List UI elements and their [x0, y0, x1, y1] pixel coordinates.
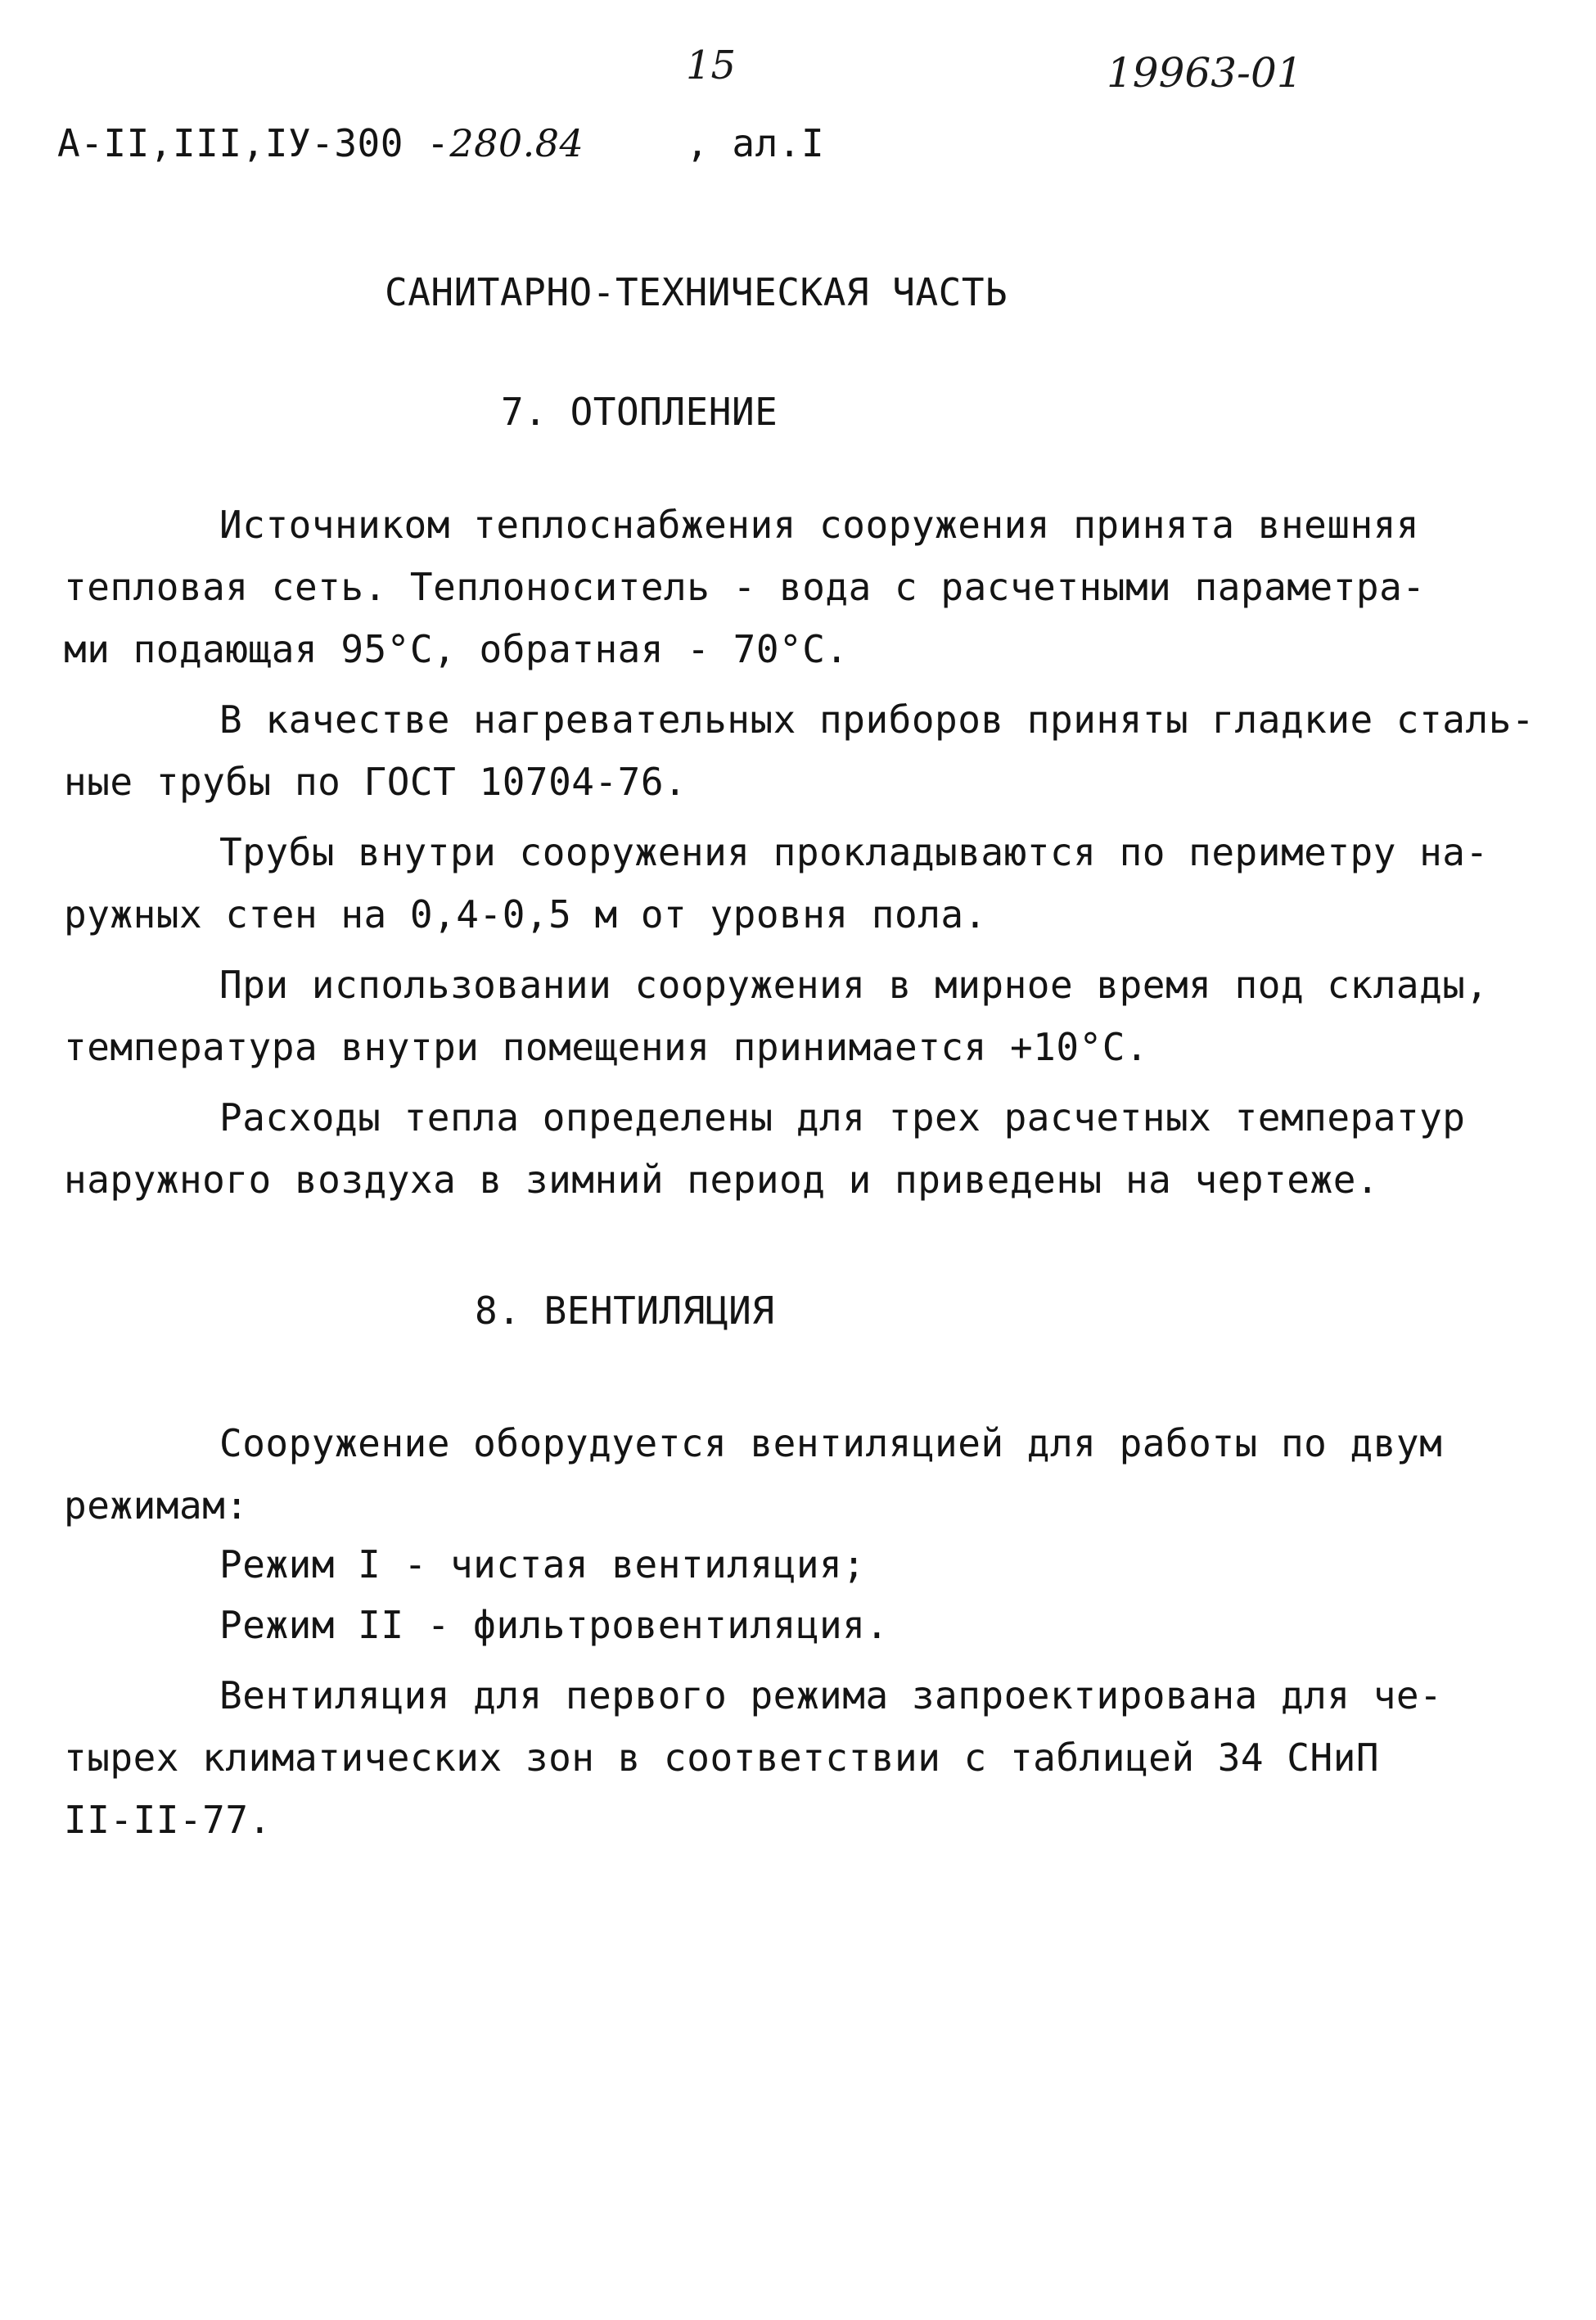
section-8-line: II-II-77. — [64, 1798, 272, 1842]
section-8-line: Режим II - фильтровентиляция. — [219, 1603, 889, 1647]
section-7-line: ные трубы по ГОСТ 10704-76. — [64, 760, 688, 804]
document-code — [57, 121, 584, 165]
section-7-line: температура внутри помещения принимается +10°С. — [64, 1025, 1149, 1069]
section-7-line: В качестве нагревательных приборов приняты гладкие сталь- — [219, 697, 1535, 742]
page-number: 15 — [686, 43, 737, 88]
document-code-handwritten: 280.84 — [449, 121, 584, 165]
section-7-line: ми подающая 95°С, обратная - 70°С. — [64, 627, 849, 671]
section-7-title: 7. ОТОПЛЕНИЕ — [501, 390, 778, 434]
section-8-line: Вентиляция для первого режима запроектирована для че- — [219, 1673, 1443, 1717]
section-7-line: Источником теплоснабжения сооружения принята внешняя — [219, 503, 1420, 547]
section-8-line: тырех климатических зон в соответствии с таблицей 34 СНиП — [64, 1735, 1380, 1780]
part-title: САНИТАРНО-ТЕХНИЧЕСКАЯ ЧАСТЬ — [385, 270, 1008, 314]
section-7-line: ружных стен на 0,4-0,5 м от уровня пола. — [64, 892, 987, 937]
document-number: 19963-01 — [1107, 49, 1303, 97]
section-7-line: Расходы тепла определены для трех расчетных температур — [219, 1095, 1466, 1140]
section-7-line: тепловая сеть. Теплоноситель - вода с расчетными параметра- — [64, 565, 1426, 609]
section-7-line: При использовании сооружения в мирное время под склады, — [219, 963, 1489, 1007]
section-8-line: Сооружение оборудуется вентиляцией для работы по двум — [219, 1421, 1443, 1465]
section-7-line: Трубы внутри сооружения прокладываются по периметру на- — [219, 830, 1489, 874]
sheet-label: , ал.I — [686, 121, 825, 165]
document-code-printed: А-II,III,IУ-300 - — [57, 121, 450, 165]
section-8-line: Режим I - чистая вентиляция; — [219, 1542, 866, 1587]
section-8-title: 8. ВЕНТИЛЯЦИЯ — [475, 1289, 775, 1333]
section-7-line: наружного воздуха в зимний период и приведены на чертеже. — [64, 1158, 1380, 1202]
section-8-line: режимам: — [64, 1483, 249, 1528]
